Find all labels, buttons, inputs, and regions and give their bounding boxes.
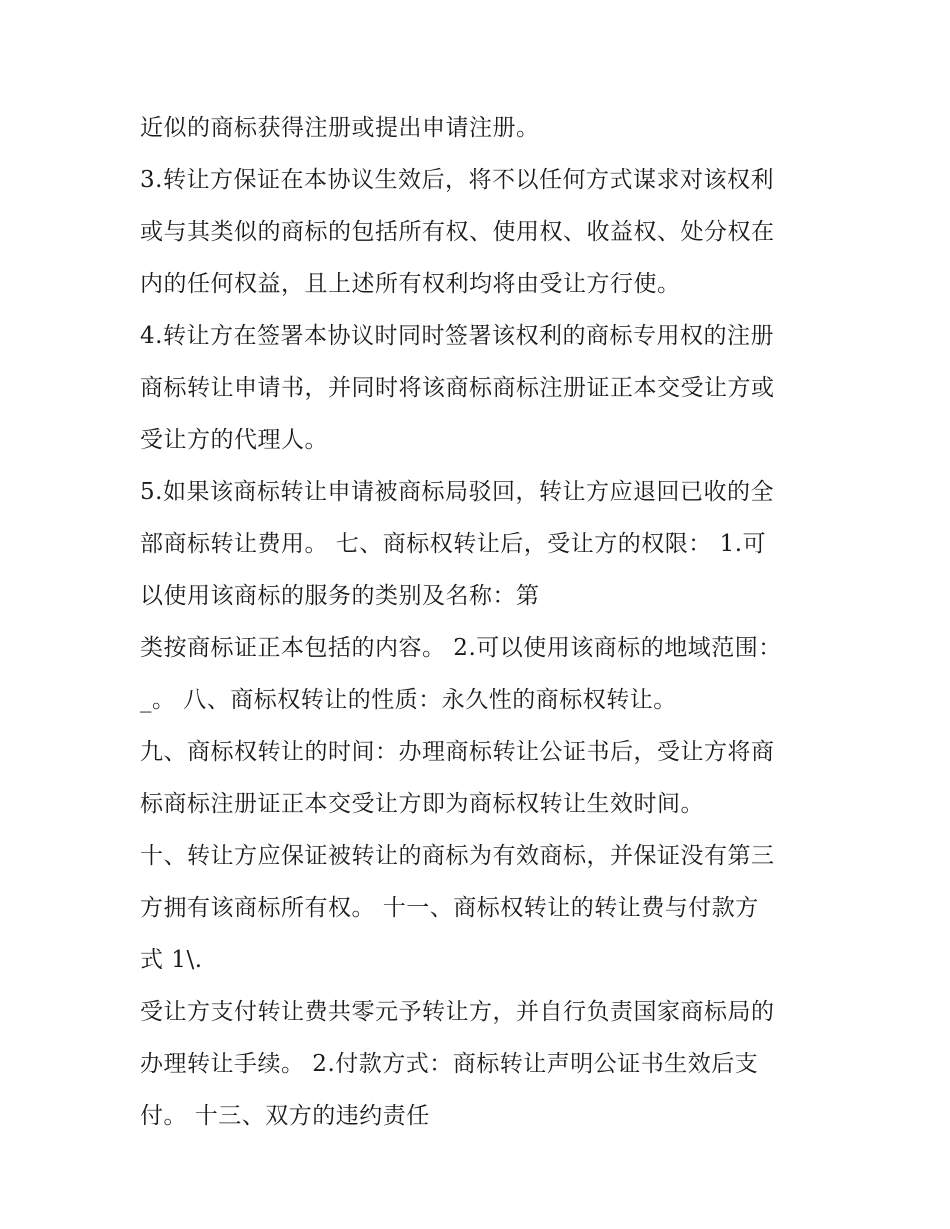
text-line: 十、转让方应保证被转让的商标为有效商标，并保证没有第三 [140, 843, 775, 869]
text-line: 内的任何权益，且上述所有权利均将由受让方行使。 [140, 271, 681, 297]
text-line: 近似的商标获得注册或提出申请注册。 [140, 115, 540, 141]
text-line: 3.转让方保证在本协议生效后，将不以任何方式谋求对该权利 [140, 167, 774, 193]
text-line: _。 八、商标权转让的性质：永久性的商标权转让。 [140, 687, 677, 713]
text-line: 部商标转让费用。 七、商标权转让后，受让方的权限： 1.可 [140, 531, 767, 557]
text-line: 类按商标证正本包括的内容。 2.可以使用该商标的地域范围： [140, 635, 782, 661]
text-line: 式 1\. [140, 947, 203, 973]
text-line: 方拥有该商标所有权。 十一、商标权转让的转让费与付款方 [140, 895, 759, 921]
text-line: 标商标注册证正本交受让方即为商标权转让生效时间。 [140, 791, 704, 817]
text-line: 4.转让方在签署本协议时同时签署该权利的商标专用权的注册 [140, 323, 774, 349]
text-line: 办理转让手续。 2.付款方式：商标转让声明公证书生效后支 [140, 1051, 759, 1077]
text-line: 受让方支付转让费共零元予转让方，并自行负责国家商标局的 [140, 999, 775, 1025]
text-line: 5.如果该商标转让申请被商标局驳回，转让方应退回已收的全 [140, 479, 774, 505]
text-line: 付。 十三、双方的违约责任 [140, 1103, 430, 1129]
text-line: 商标转让申请书，并同时将该商标商标注册证正本交受让方或 [140, 375, 775, 401]
text-line: 以使用该商标的服务的类别及名称：第 [140, 583, 540, 609]
text-line: 九、商标权转让的时间：办理商标转让公证书后，受让方将商 [140, 739, 775, 765]
text-line: 或与其类似的商标的包括所有权、使用权、收益权、处分权在 [140, 219, 775, 245]
text-line: 受让方的代理人。 [140, 427, 328, 453]
